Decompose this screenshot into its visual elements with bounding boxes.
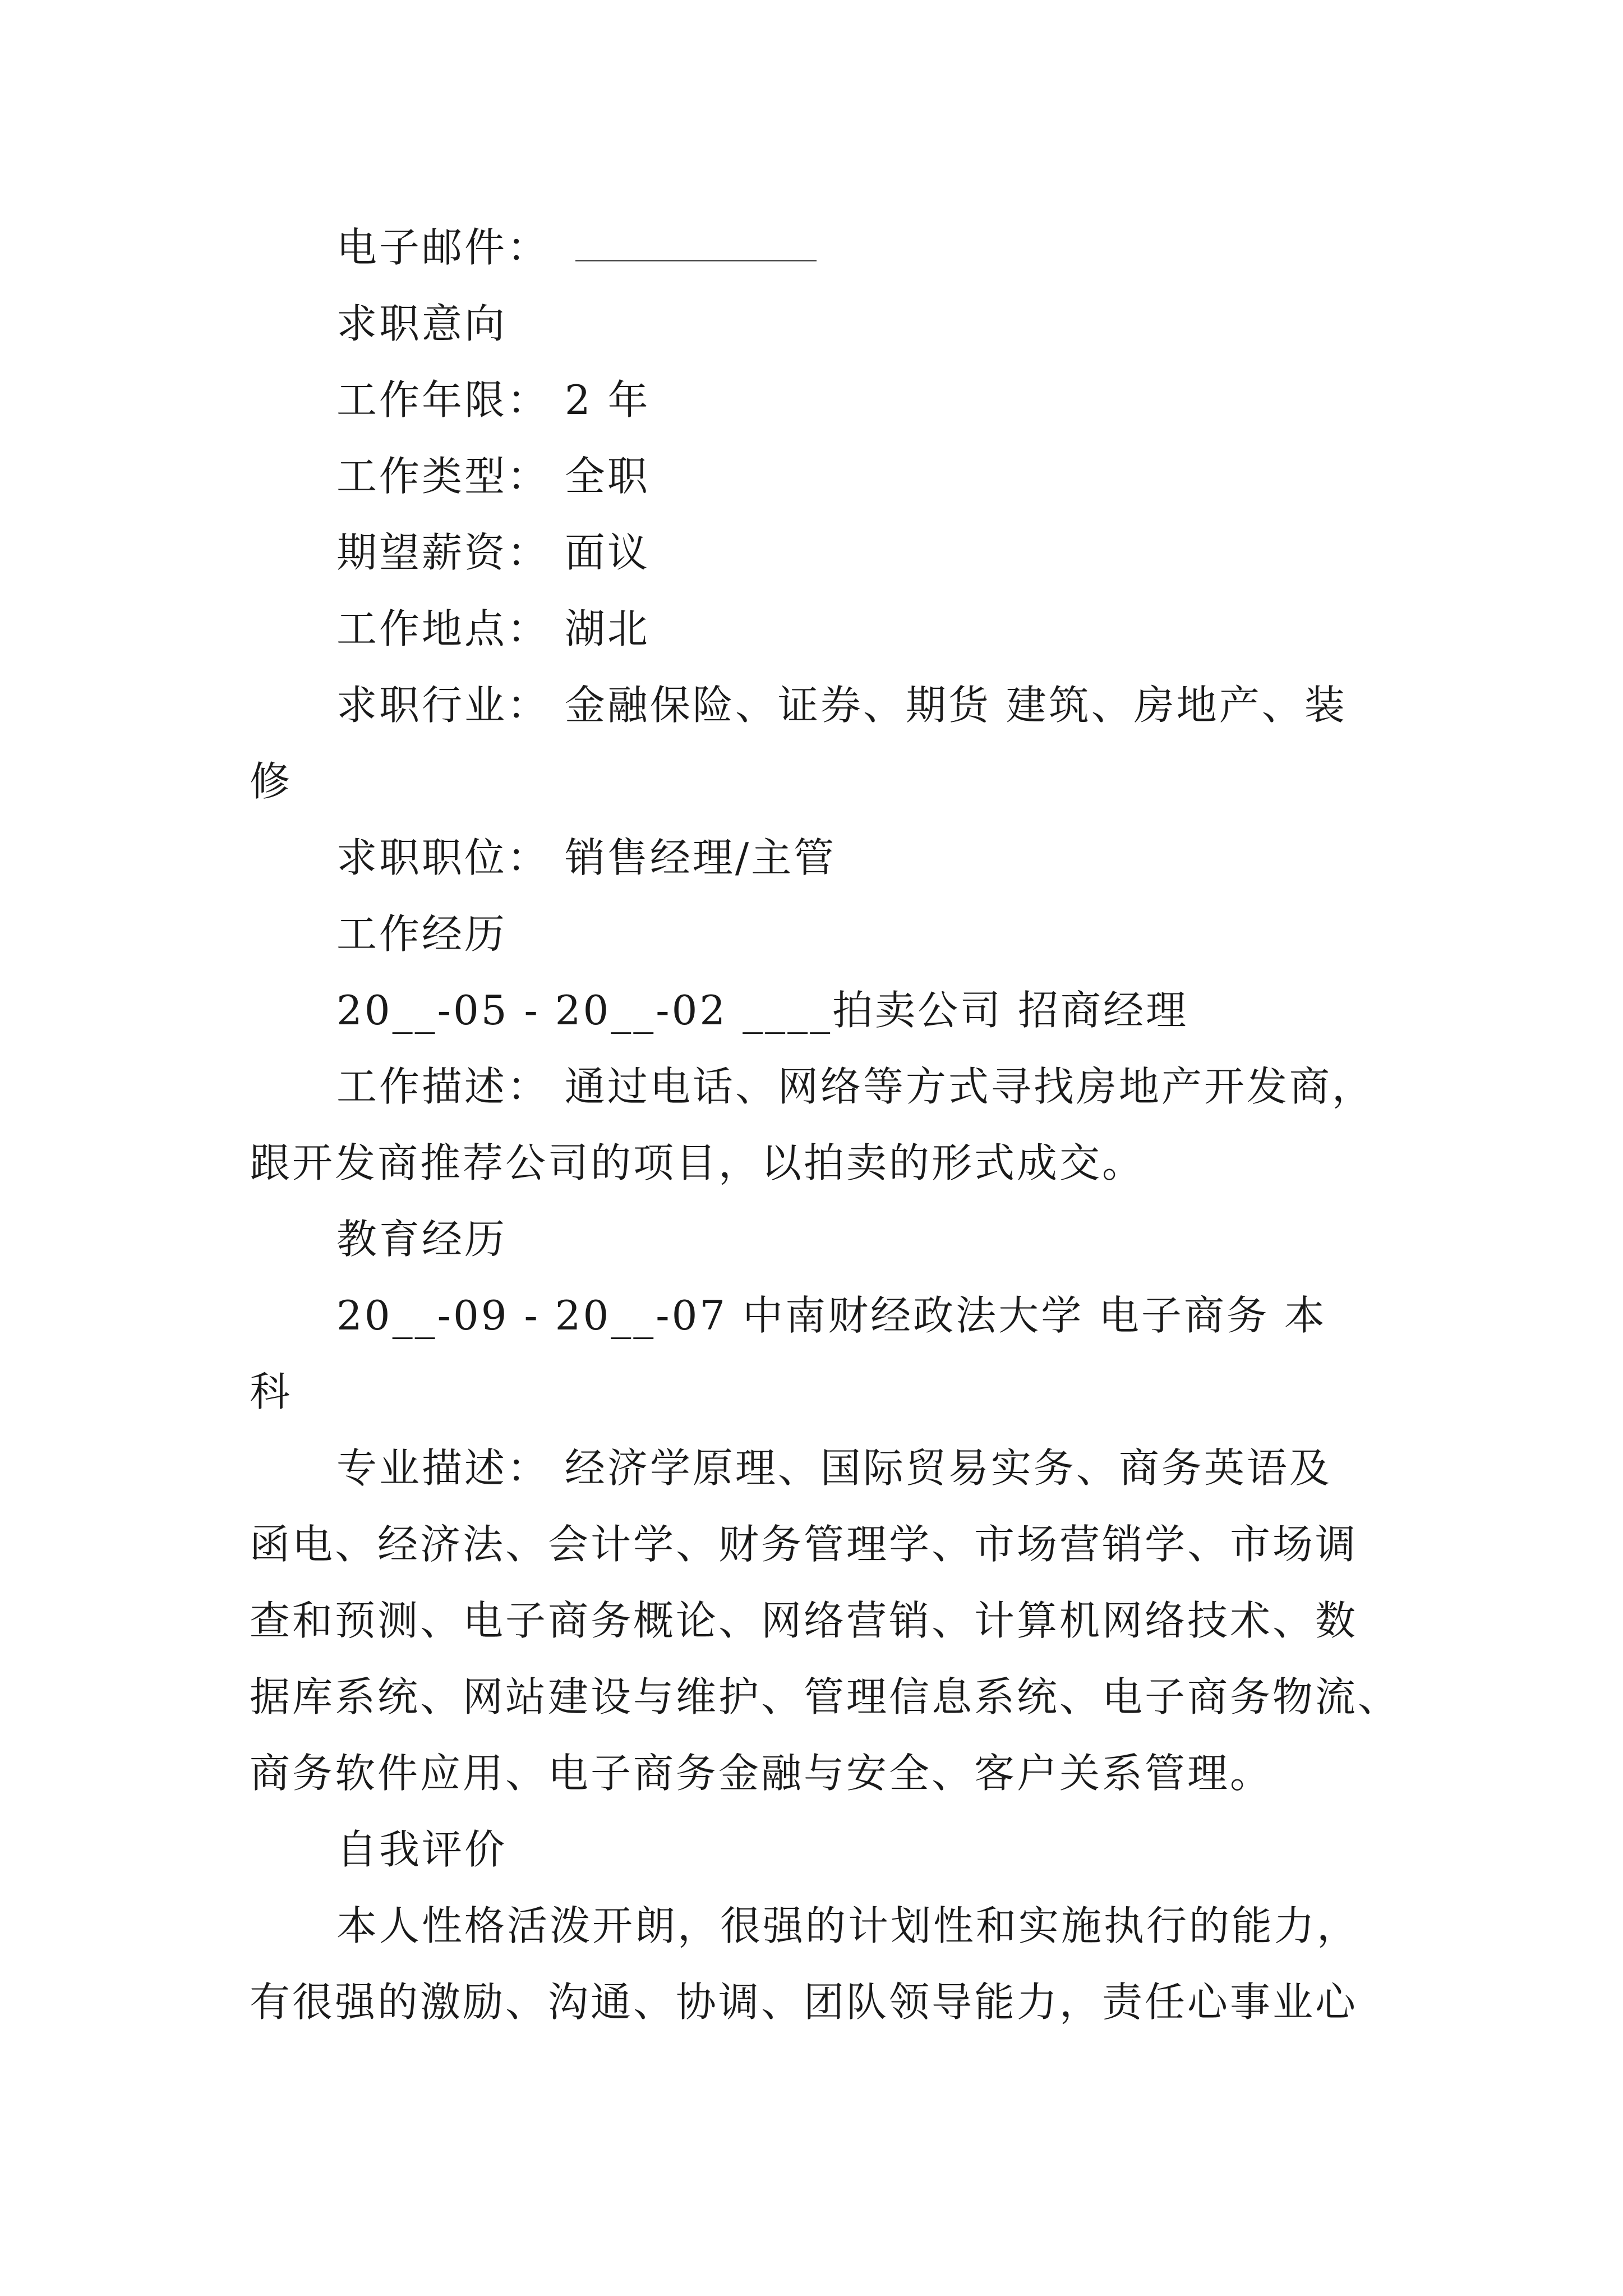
education-entry-line-cont: 科: [250, 1368, 293, 1415]
work-desc-line-cont: 跟开发商推荐公司的项目，以拍卖的形式成交。: [250, 1139, 1145, 1186]
major-desc-line-3: 查和预测、电子商务概论、网络营销、计算机网络技术、数: [250, 1597, 1358, 1644]
work-desc-line: 工作描述： 通过电话、网络等方式寻找房地产开发商，: [336, 1063, 1375, 1110]
industry-line: 求职行业： 金融保险、证券、期货 建筑、房地产、装: [336, 682, 1347, 729]
email-blank: [575, 260, 817, 261]
major-desc-line: 专业描述： 经济学原理、国际贸易实务、商务英语及: [336, 1444, 1332, 1492]
work-entry-line: 20__-05 - 20__-02 ____拍卖公司 招商经理: [336, 987, 1189, 1034]
major-desc-line-4: 据库系统、网站建设与维护、管理信息系统、电子商务物流、: [250, 1673, 1401, 1720]
position-line: 求职职位： 销售经理/主管: [336, 834, 837, 881]
email-label: 电子邮件：: [336, 224, 550, 271]
section-job-intent: 求职意向: [336, 300, 508, 347]
self-eval-line: 本人性格活泼开朗，很强的计划性和实施执行的能力，: [336, 1902, 1360, 1949]
section-work-experience: 工作经历: [336, 910, 508, 958]
salary-line: 期望薪资： 面议: [336, 529, 650, 576]
work-type-line: 工作类型： 全职: [336, 453, 650, 500]
education-entry-line: 20__-09 - 20__-07 中南财经政法大学 电子商务 本: [336, 1292, 1327, 1339]
section-education: 教育经历: [336, 1216, 508, 1263]
major-desc-line-5: 商务软件应用、电子商务金融与安全、客户关系管理。: [250, 1750, 1273, 1797]
email-line: [336, 224, 817, 271]
industry-line-cont: 修: [250, 758, 293, 805]
self-eval-line-2: 有很强的激励、沟通、协调、团队领导能力，责任心事业心: [250, 1978, 1358, 2026]
section-self-evaluation: 自我评价: [336, 1826, 508, 1873]
work-years-line: 工作年限： 2 年: [336, 376, 651, 424]
location-line: 工作地点： 湖北: [336, 605, 650, 652]
major-desc-line-2: 函电、经济法、会计学、财务管理学、市场营销学、市场调: [250, 1521, 1358, 1568]
